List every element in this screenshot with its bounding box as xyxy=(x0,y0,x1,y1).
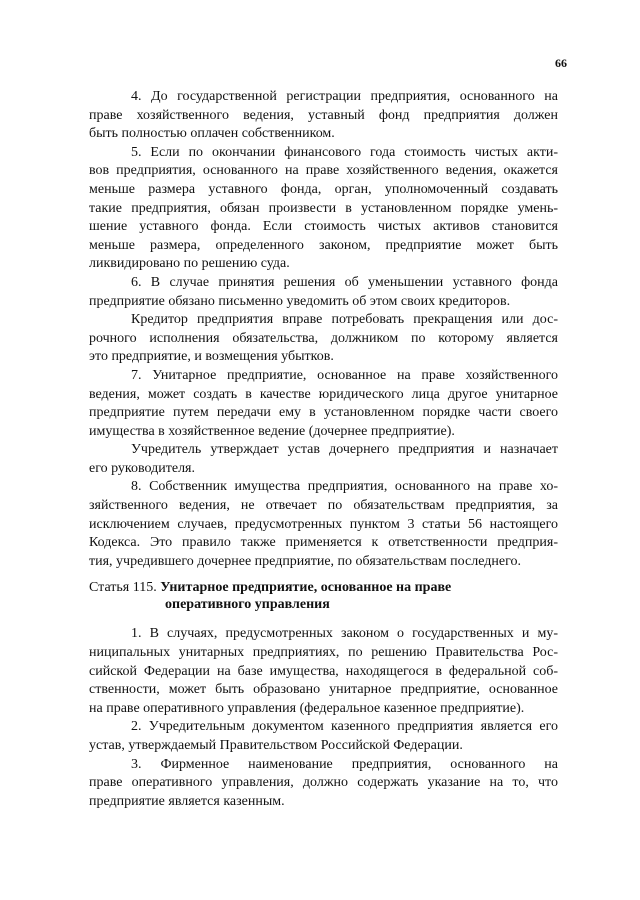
text-line: меньше размера уставного фонда, орган, уполномоченный создавать xyxy=(89,181,558,197)
article-heading xyxy=(89,579,558,613)
text-line: праве оперативного управления, должно содержать указание на то, что xyxy=(89,775,558,791)
text-line: 8. Собственник имущества предприятия, основанного на праве хо- xyxy=(131,479,558,495)
paragraph-6 xyxy=(89,274,558,311)
article-paragraph-1 xyxy=(89,625,558,718)
text-line: 3. Фирменное наименование предприятия, основанного на xyxy=(131,756,558,772)
text-line: рочного исполнения обязательства, должником по которому является xyxy=(89,330,558,346)
text-line: быть полностью оплачен собственником. xyxy=(89,126,335,142)
text-line: предприятие путем передачи ему в установленном порядке части своего xyxy=(89,405,558,421)
article-number: Статья 115. xyxy=(89,580,157,596)
paragraph-6-cont xyxy=(89,311,558,367)
text-line: сийской Федерации на базе имущества, находящегося в федеральной соб- xyxy=(89,663,558,679)
paragraph-8 xyxy=(89,478,558,571)
text-line: меньше размера, определенного законом, предприятие может быть xyxy=(89,237,558,253)
text-line: шение уставного фонда. Если стоимость чистых активов становится xyxy=(89,219,558,235)
text-line: Учредитель утверждает устав дочернего предприятия и назначает xyxy=(131,442,558,458)
text-line: ственности, может быть образовано унитарное предприятие, основанное xyxy=(89,682,558,698)
text-line: вов предприятия, основанного на праве хозяйственного ведения, окажется xyxy=(89,163,558,179)
text-line: предприятие является казенным. xyxy=(89,793,285,809)
article-title-line-1: Унитарное предприятие, основанное на праве xyxy=(160,580,452,596)
text-line: 1. В случаях, предусмотренных законом о государственных и му- xyxy=(131,626,558,642)
text-line: Кредитор предприятия вправе потребовать прекращения или дос- xyxy=(131,312,558,328)
document-body xyxy=(89,88,558,811)
text-line: на праве оперативного управления (федеральное казенное предприятие). xyxy=(89,700,525,716)
text-line: праве хозяйственного ведения, уставный фонд предприятия должен xyxy=(89,107,558,123)
text-line: предприятие обязано письменно уведомить об этом своих кредиторов. xyxy=(89,293,511,309)
article-paragraph-3 xyxy=(89,756,558,812)
text-line: это предприятие, и возмещения убытков. xyxy=(89,349,334,365)
paragraph-5 xyxy=(89,144,558,274)
article-title-line-2: оперативного управления xyxy=(165,597,330,613)
text-line: такие предприятия, обязан произвести в установленном порядке умень- xyxy=(89,200,558,216)
article-paragraph-2 xyxy=(89,718,558,755)
text-line: тия, учредившего дочернее предприятие, по обязательствам последнего. xyxy=(89,553,521,569)
page-number: 66 xyxy=(555,56,567,70)
text-line: 6. В случае принятия решения об уменьшении уставного фонда xyxy=(131,274,558,290)
text-line: Кодекса. Это правило также применяется к ответственности предприя- xyxy=(89,535,558,551)
text-line: зяйственного ведения, не отвечает по обязательствам предприятия, за xyxy=(89,498,558,514)
text-line: имущества в хозяйственное ведение (дочернее предприятие). xyxy=(89,423,455,439)
text-line: ведения, может создать в качестве юридического лица другое унитарное xyxy=(89,386,558,402)
paragraph-7 xyxy=(89,367,558,441)
text-line: его руководителя. xyxy=(89,460,195,476)
text-line: ликвидировано по решению суда. xyxy=(89,256,290,272)
text-line: устав, утверждаемый Правительством Российской Федерации. xyxy=(89,738,463,753)
text-line: 5. Если по окончании финансового года стоимость чистых акти- xyxy=(131,144,558,160)
paragraph-4 xyxy=(89,88,558,144)
text-line: 4. До государственной регистрации предприятия, основанного на xyxy=(131,89,558,104)
text-line: исключением случаев, предусмотренных пунктом 3 статьи 56 настоящего xyxy=(89,516,558,532)
text-line: ниципальных унитарных предприятиях, по решению Правительства Рос- xyxy=(89,645,558,661)
text-line: 7. Унитарное предприятие, основанное на праве хозяйственного xyxy=(131,367,558,383)
paragraph-7-cont xyxy=(89,441,558,478)
text-line: 2. Учредительным документом казенного предприятия является его xyxy=(131,719,558,735)
